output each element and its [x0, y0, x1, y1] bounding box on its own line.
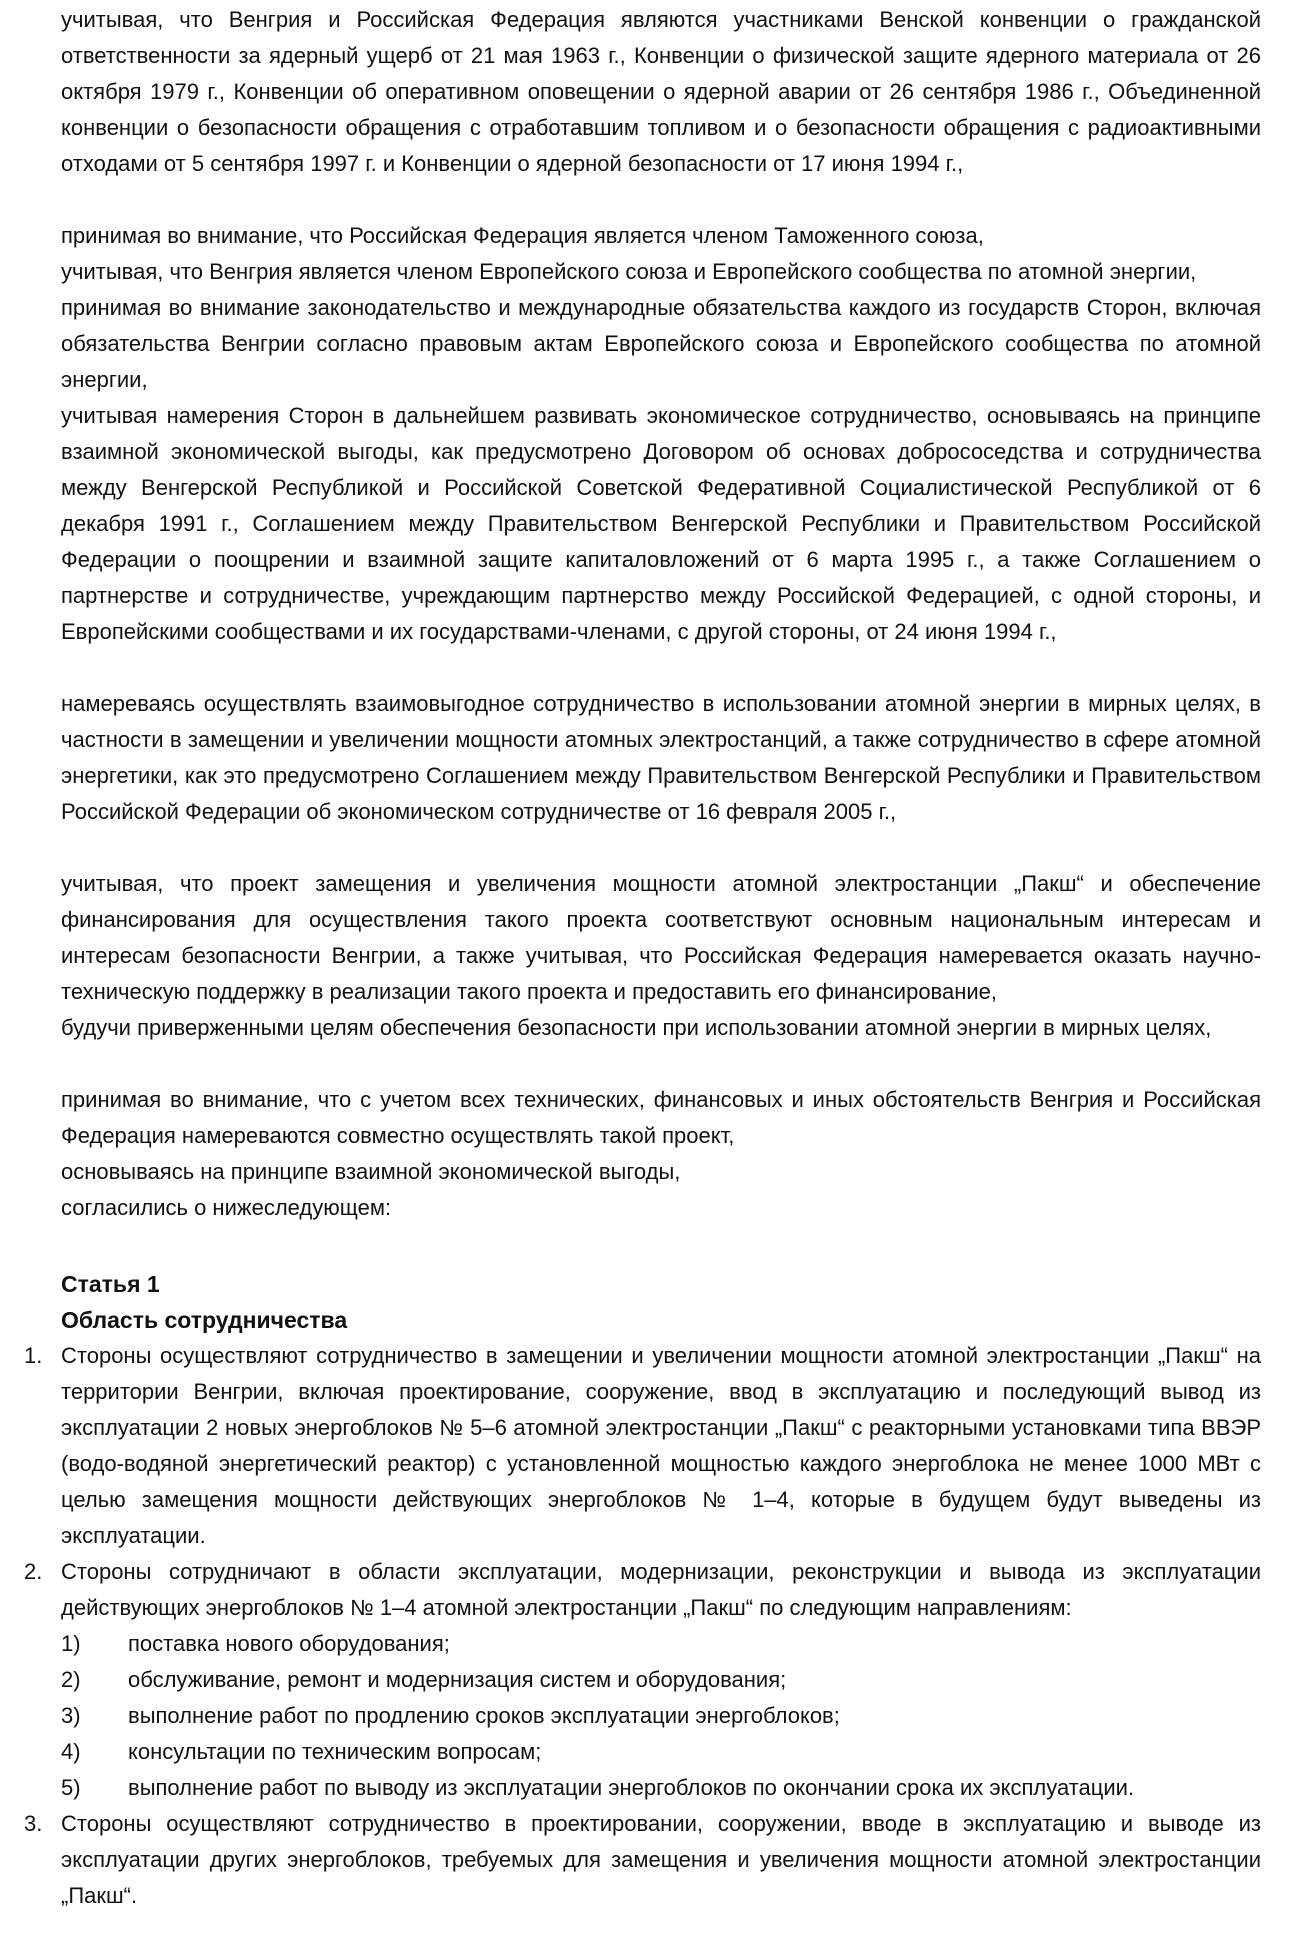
- subitem-number: 4): [61, 1739, 81, 1764]
- item-text: Стороны осуществляют сотрудничество в замещении и увеличении мощности атомной электростанции „Пакш“ на территории Венгрии, включая проектирование, сооружение, ввод в эксплуатацию и последующий вывод из эксплуатации 2 новых энергоблоков № 5–6 атомной электростанции „Пакш“ с реакторными установками типа ВВЭР (водо-водяной энергетический реактор) с установленной мощностью каждого энергоблока не менее 1000 МВт с целью замещения мощности действующих энергоблоков № 1–4, которые в будущем будут выведены из эксплуатации.: [61, 1343, 1261, 1548]
- preamble-paragraph-2: принимая во внимание, что Российская Федерация является членом Таможенного союза,: [61, 223, 984, 248]
- article-item-3: [24, 1806, 1261, 1914]
- subitem-5: [61, 1770, 1261, 1806]
- subitem-text: поставка нового оборудования;: [128, 1631, 450, 1656]
- subitem-3: [61, 1698, 1261, 1734]
- subitem-text: выполнение работ по выводу из эксплуатации энергоблоков по окончании срока их эксплуатации.: [128, 1775, 1135, 1800]
- item-number: 2.: [24, 1559, 43, 1584]
- preamble-paragraph-7: учитывая, что проект замещения и увеличения мощности атомной электростанции „Пакш“ и обеспечение финансирования для осуществления такого проекта соответствуют основным национальным интересам и интересам безопасности Венгрии, а также учитывая, что Российская Федерация намеревается оказать научно-техническую поддержку в реализации такого проекта и предоставить его финансирование,: [61, 871, 1261, 1004]
- subitem-number: 5): [61, 1775, 81, 1800]
- subitem-text: обслуживание, ремонт и модернизация систем и оборудования;: [128, 1667, 787, 1692]
- item-text: Стороны осуществляют сотрудничество в проектировании, сооружении, вводе в эксплуатацию и выводе из эксплуатации других энергоблоков, требуемых для замещения и увеличения мощности атомной электростанции „Пакш“.: [61, 1811, 1261, 1908]
- preamble-paragraph-3: учитывая, что Венгрия является членом Европейского союза и Европейского сообщества по атомной энергии,: [61, 259, 1197, 284]
- preamble-paragraph-9: принимая во внимание, что с учетом всех технических, финансовых и иных обстоятельств Венгрия и Российская Федерация намереваются совместно осуществлять такой проект,: [61, 1087, 1261, 1148]
- subitem-number: 3): [61, 1703, 81, 1728]
- article-item-1: [24, 1338, 1261, 1554]
- subitem-2: [61, 1662, 1261, 1698]
- preamble-paragraph-6: намереваясь осуществлять взаимовыгодное сотрудничество в использовании атомной энергии в мирных целях, в частности в замещении и увеличении мощности атомных электростанций, а также сотрудничество в сфере атомной энергетики, как это предусмотрено Соглашением между Правительством Венгерской Республики и Правительством Российской Федерации об экономическом сотрудничестве от 16 февраля 2005 г.,: [61, 691, 1261, 824]
- preamble-paragraph-10: основываясь на принципе взаимной экономической выгоды,: [61, 1159, 681, 1184]
- article-item-2: [24, 1554, 1261, 1626]
- subitem-number: 1): [61, 1631, 81, 1656]
- preamble-paragraph-1: учитывая, что Венгрия и Российская Федерация являются участниками Венской конвенции о гражданской ответственности за ядерный ущерб от 21 мая 1963 г., Конвенции о физической защите ядерного материала от 26 октября 1979 г., Конвенции об оперативном оповещении о ядерной аварии от 26 сентября 1986 г., Объединенной конвенции о безопасности обращения с отработавшим топливом и о безопасности обращения с радиоактивными отходами от 5 сентября 1997 г. и Конвенции о ядерной безопасности от 17 июня 1994 г.,: [61, 7, 1261, 176]
- item-number: 3.: [24, 1811, 43, 1836]
- article-title: Область сотрудничества: [61, 1307, 348, 1333]
- item-text: Стороны сотрудничают в области эксплуатации, модернизации, реконструкции и вывода из эксплуатации действующих энергоблоков № 1–4 атомной электростанции „Пакш“ по следующим направлениям:: [61, 1559, 1261, 1620]
- subitem-number: 2): [61, 1667, 81, 1692]
- item-number: 1.: [24, 1343, 43, 1368]
- preamble-paragraph-8: будучи приверженными целям обеспечения безопасности при использовании атомной энергии в мирных целях,: [61, 1015, 1212, 1040]
- preamble-paragraph-5: учитывая намерения Сторон в дальнейшем развивать экономическое сотрудничество, основываясь на принципе взаимной экономической выгоды, как предусмотрено Договором об основах добрососедства и сотрудничества между Венгерской Республикой и Российской Советской Федеративной Социалистической Республикой от 6 декабря 1991 г., Соглашением между Правительством Венгерской Республики и Правительством Российской Федерации о поощрении и взаимной защите капиталовложений от 6 марта 1995 г., а также Соглашением о партнерстве и сотрудничестве, учреждающим партнерство между Российской Федерацией, с одной стороны, и Европейскими сообществами и их государствами-членами, с другой стороны, от 24 июня 1994 г.,: [61, 403, 1261, 644]
- subitem-1: [61, 1626, 1261, 1662]
- subitem-4: [61, 1734, 1261, 1770]
- preamble-paragraph-11: согласились о нижеследующем:: [61, 1195, 392, 1220]
- subitem-text: выполнение работ по продлению сроков эксплуатации энергоблоков;: [128, 1703, 840, 1728]
- article-number: Статья 1: [61, 1271, 160, 1297]
- subitem-text: консультации по техническим вопросам;: [128, 1739, 542, 1764]
- preamble-paragraph-4: принимая во внимание законодательство и международные обязательства каждого из государств Сторон, включая обязательства Венгрии согласно правовым актам Европейского союза и Европейского сообщества по атомной энергии,: [61, 295, 1261, 392]
